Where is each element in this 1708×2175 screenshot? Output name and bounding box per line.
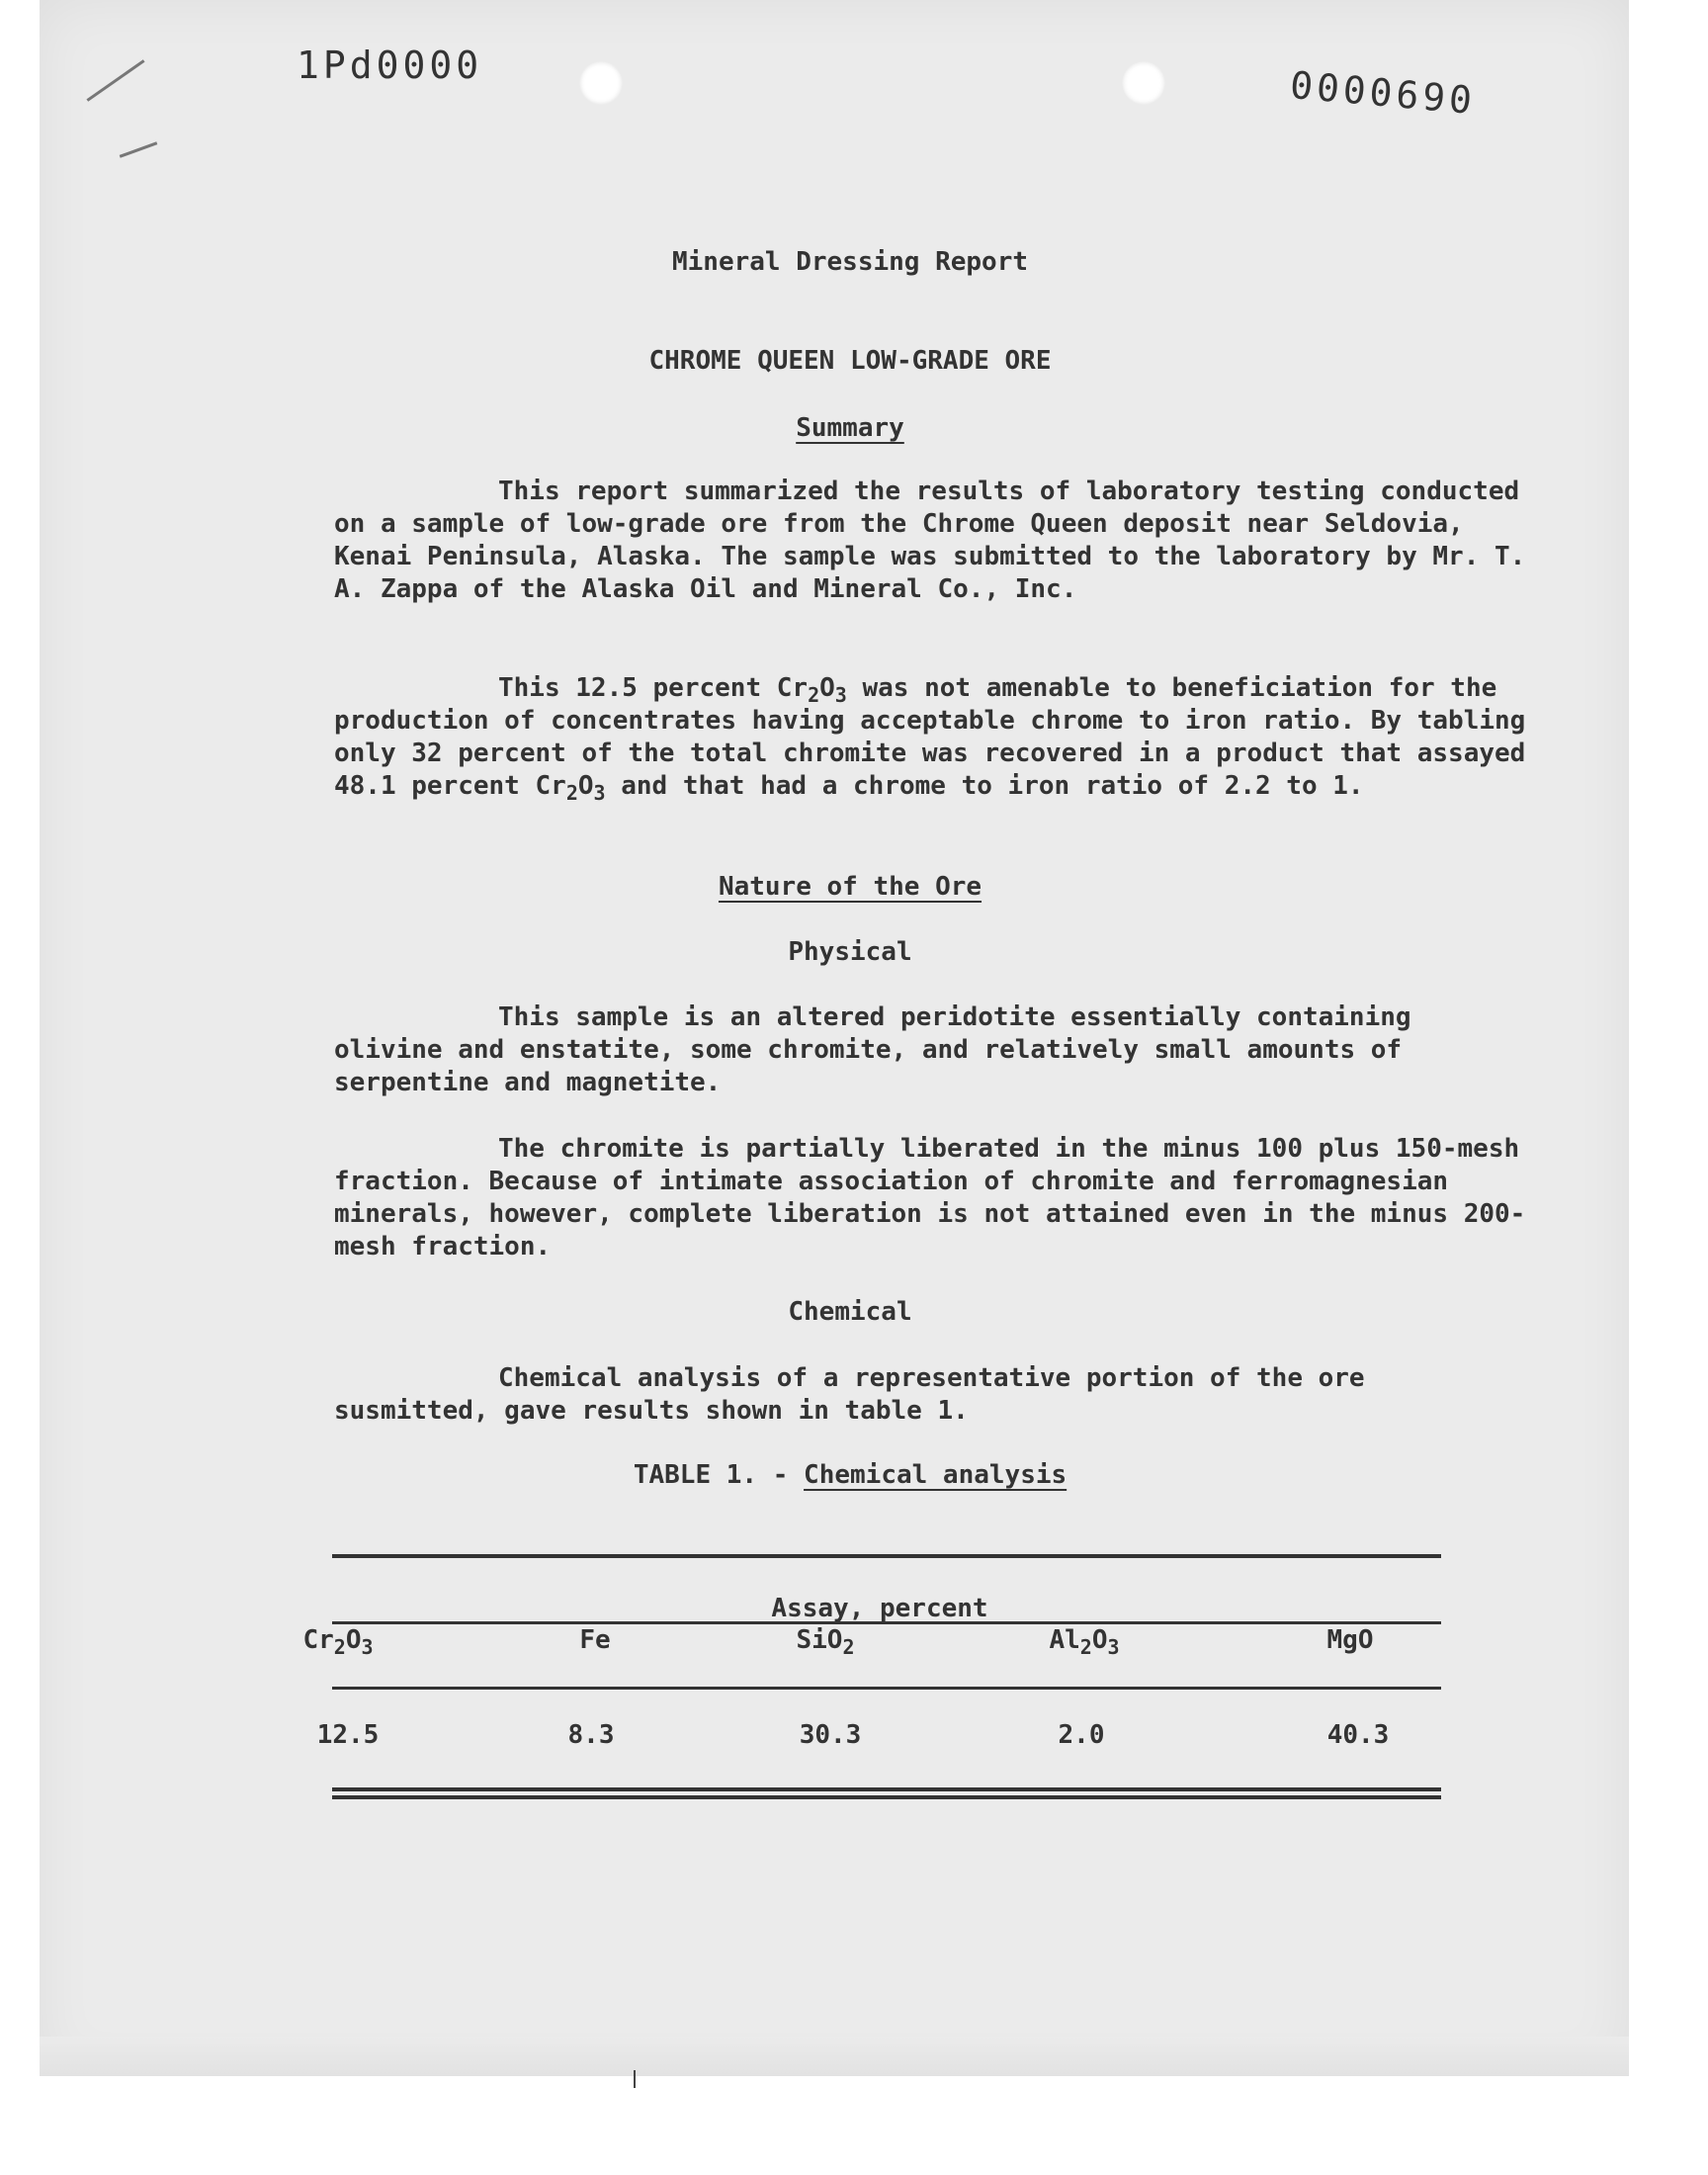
table-top-rule	[332, 1554, 1441, 1558]
punch-hole-right	[1122, 61, 1165, 105]
physical-paragraph-1: This sample is an altered peridotite essentially containing olivine and enstatite, some chromite, and relatively small amounts of serpentine and magnetite.	[334, 1002, 1411, 1097]
document-id-left: 1Pd0000	[297, 44, 483, 87]
report-type: Mineral Dressing Report	[671, 247, 1029, 277]
column-header: MgO	[1326, 1625, 1374, 1655]
table-cell: 2.0	[1058, 1720, 1105, 1750]
nature-heading: Nature of the Ore	[718, 872, 982, 902]
column-header: Fe	[579, 1625, 611, 1655]
page-title: CHROME QUEEN LOW-GRADE ORE	[648, 346, 1052, 376]
summary-paragraph-2: This 12.5 percent $Cr_2O_3$ was not amenable to beneficiation for the production of concentrates having acceptable chrome to iron ratio. By tabling only 32 percent of the total chromite was recovered in a product that assayed 48.1 percent $Cr_2O_3$ and that had a chrome to iron ratio of 2.2 to 1.	[334, 673, 1526, 805]
page-edge-shadow	[40, 2037, 1629, 2076]
column-header: $Al_2O_3$	[1049, 1625, 1120, 1659]
punch-hole-left	[579, 61, 623, 105]
table-header-rule	[332, 1687, 1441, 1690]
physical-heading: Physical	[788, 937, 912, 967]
table-caption: TABLE 1. - Chemical analysis	[633, 1460, 1068, 1490]
table-group-header: Assay, percent	[771, 1594, 988, 1623]
table-cell: 12.5	[316, 1720, 380, 1750]
table-bottom-rule	[332, 1787, 1441, 1791]
scan-artifact	[634, 2070, 636, 2088]
summary-paragraph-1: This report summarized the results of laboratory testing conducted on a sample of low-grade ore from the Chrome Queen deposit near Seldovia, Kenai Peninsula, Alaska. The sample was submitted to the laboratory by Mr. T. A. Zappa of the Alaska Oil and Mineral Co., Inc.	[334, 477, 1526, 604]
document-id-right: 0000690	[1288, 62, 1478, 124]
table-group-rule	[332, 1621, 1441, 1624]
table-cell: 8.3	[567, 1720, 615, 1750]
column-header: $Cr_2O_3$	[302, 1625, 374, 1659]
physical-paragraph-2: The chromite is partially liberated in the minus 100 plus 150-mesh fraction. Because of intimate association of chromite and ferromagnesian minerals, however, complete liberation is not attained even in the minus 200-mesh fraction.	[334, 1134, 1526, 1262]
table-cell: 40.3	[1326, 1720, 1390, 1750]
summary-heading: Summary	[796, 413, 904, 443]
chemical-heading: Chemical	[788, 1297, 912, 1327]
chemical-paragraph-1: Chemical analysis of a representative portion of the ore susmitted, gave results shown in table 1.	[334, 1363, 1365, 1426]
column-header: SiO$_2$	[796, 1625, 855, 1659]
table-bottom-rule-double	[332, 1795, 1441, 1799]
table-cell: 30.3	[799, 1720, 862, 1750]
